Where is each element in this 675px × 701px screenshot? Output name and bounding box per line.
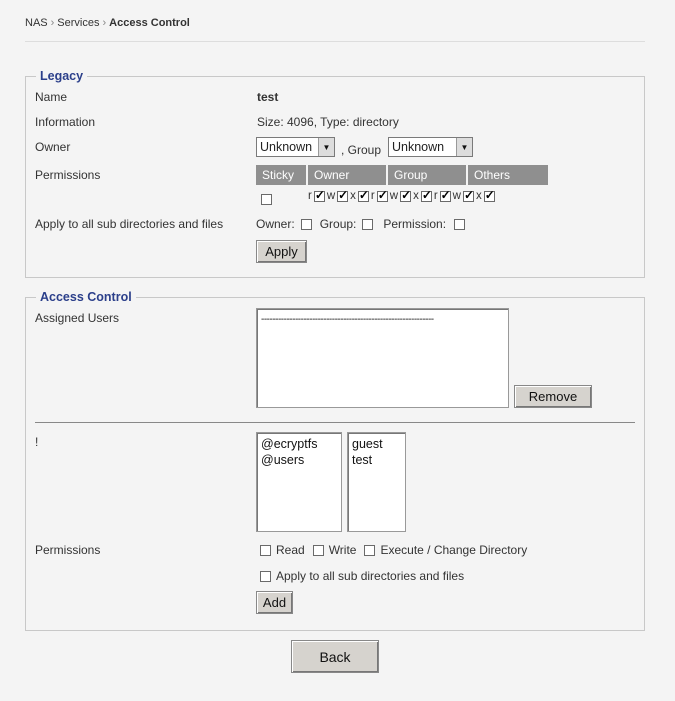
breadcrumb-nas[interactable]: NAS: [25, 17, 48, 29]
group-write-checkbox[interactable]: [400, 191, 411, 202]
name-label: Name: [35, 90, 68, 104]
write-label: Write: [328, 543, 357, 557]
others-execute-checkbox[interactable]: [484, 191, 495, 202]
header-divider: [25, 41, 645, 42]
remove-button[interactable]: Remove: [514, 385, 592, 408]
chevron-down-icon[interactable]: ▼: [456, 138, 472, 156]
information-value: Size: 4096, Type: directory: [257, 115, 399, 129]
others-x-label: x: [475, 190, 482, 202]
group-x-label: x: [413, 190, 419, 202]
apply-owner-label: Owner:: [256, 217, 295, 231]
owner-x-label: x: [350, 190, 356, 202]
owner-perm-row: [308, 190, 495, 202]
group-select-value: Unknown: [392, 140, 445, 154]
assigned-user-item[interactable]: -------------------------------------------------------------: [261, 314, 434, 325]
group-label: , Group: [341, 143, 382, 157]
chevron-down-icon[interactable]: ▼: [318, 138, 334, 156]
breadcrumb-separator: ›: [50, 17, 55, 29]
apply-owner-checkbox[interactable]: [301, 219, 312, 230]
execute-label: Execute / Change Directory: [380, 543, 528, 557]
back-button[interactable]: Back: [291, 640, 379, 673]
owner-label: Owner: [35, 140, 71, 154]
group-read-checkbox[interactable]: [377, 191, 388, 202]
group-item[interactable]: @users: [261, 453, 305, 467]
sticky-checkbox[interactable]: [261, 194, 272, 205]
apply-permission-checkbox[interactable]: [454, 219, 465, 230]
breadcrumb: [25, 17, 190, 29]
execute-checkbox[interactable]: [364, 545, 375, 556]
group-execute-checkbox[interactable]: [421, 191, 432, 202]
breadcrumb-services[interactable]: Services: [57, 17, 100, 29]
owner-r-label: r: [308, 190, 312, 202]
others-r-label: r: [433, 190, 438, 202]
breadcrumb-separator: ›: [102, 17, 107, 29]
user-item[interactable]: guest: [352, 437, 383, 451]
ac-permission-options: [260, 543, 527, 557]
owner-execute-checkbox[interactable]: [358, 191, 369, 202]
permissions-label: Permissions: [35, 168, 101, 182]
group-w-label: w: [389, 190, 399, 202]
others-write-checkbox[interactable]: [463, 191, 474, 202]
ac-apply-sub-option: [260, 569, 464, 583]
users-list[interactable]: [347, 432, 406, 532]
others-w-label: w: [452, 190, 461, 202]
group-select[interactable]: [388, 137, 473, 157]
perm-header-owner: Owner: [308, 165, 386, 185]
ac-apply-sub-checkbox[interactable]: [260, 571, 271, 582]
apply-sub-options: [256, 217, 465, 231]
read-checkbox[interactable]: [260, 545, 271, 556]
owner-select[interactable]: [256, 137, 335, 157]
apply-button[interactable]: Apply: [256, 240, 307, 263]
owner-read-checkbox[interactable]: [314, 191, 325, 202]
apply-group-label: Group:: [319, 217, 357, 231]
access-control-legend: Access Control: [40, 290, 132, 304]
ac-permissions-label: Permissions: [35, 543, 101, 557]
groups-list[interactable]: [256, 432, 342, 532]
assigned-users-label: Assigned Users: [35, 311, 120, 325]
perm-header-others: Others: [468, 165, 548, 185]
ac-apply-sub-label: Apply to all sub directories and files: [276, 569, 465, 583]
owner-w-label: w: [326, 190, 336, 202]
assigned-users-list[interactable]: [256, 308, 509, 408]
perm-header-sticky: Sticky: [256, 165, 306, 185]
group-item[interactable]: @ecryptfs: [261, 437, 318, 451]
apply-sub-label: Apply to all sub directories and files: [35, 217, 224, 231]
owner-write-checkbox[interactable]: [337, 191, 348, 202]
perm-header-group: Group: [388, 165, 466, 185]
user-item[interactable]: test: [352, 453, 373, 467]
group-r-label: r: [370, 190, 375, 202]
name-value: test: [257, 90, 279, 104]
add-button[interactable]: Add: [256, 591, 293, 614]
legacy-legend: Legacy: [40, 69, 84, 83]
breadcrumb-current: Access Control: [109, 17, 190, 29]
apply-group-checkbox[interactable]: [362, 219, 373, 230]
information-label: Information: [35, 115, 96, 129]
apply-permission-label: Permission:: [383, 217, 447, 231]
others-read-checkbox[interactable]: [440, 191, 451, 202]
permissions-header: [256, 165, 548, 186]
owner-select-value: Unknown: [260, 140, 313, 154]
section-divider: [35, 422, 635, 423]
write-checkbox[interactable]: [313, 545, 324, 556]
exclamation-label: !: [35, 435, 39, 449]
read-label: Read: [276, 543, 305, 557]
